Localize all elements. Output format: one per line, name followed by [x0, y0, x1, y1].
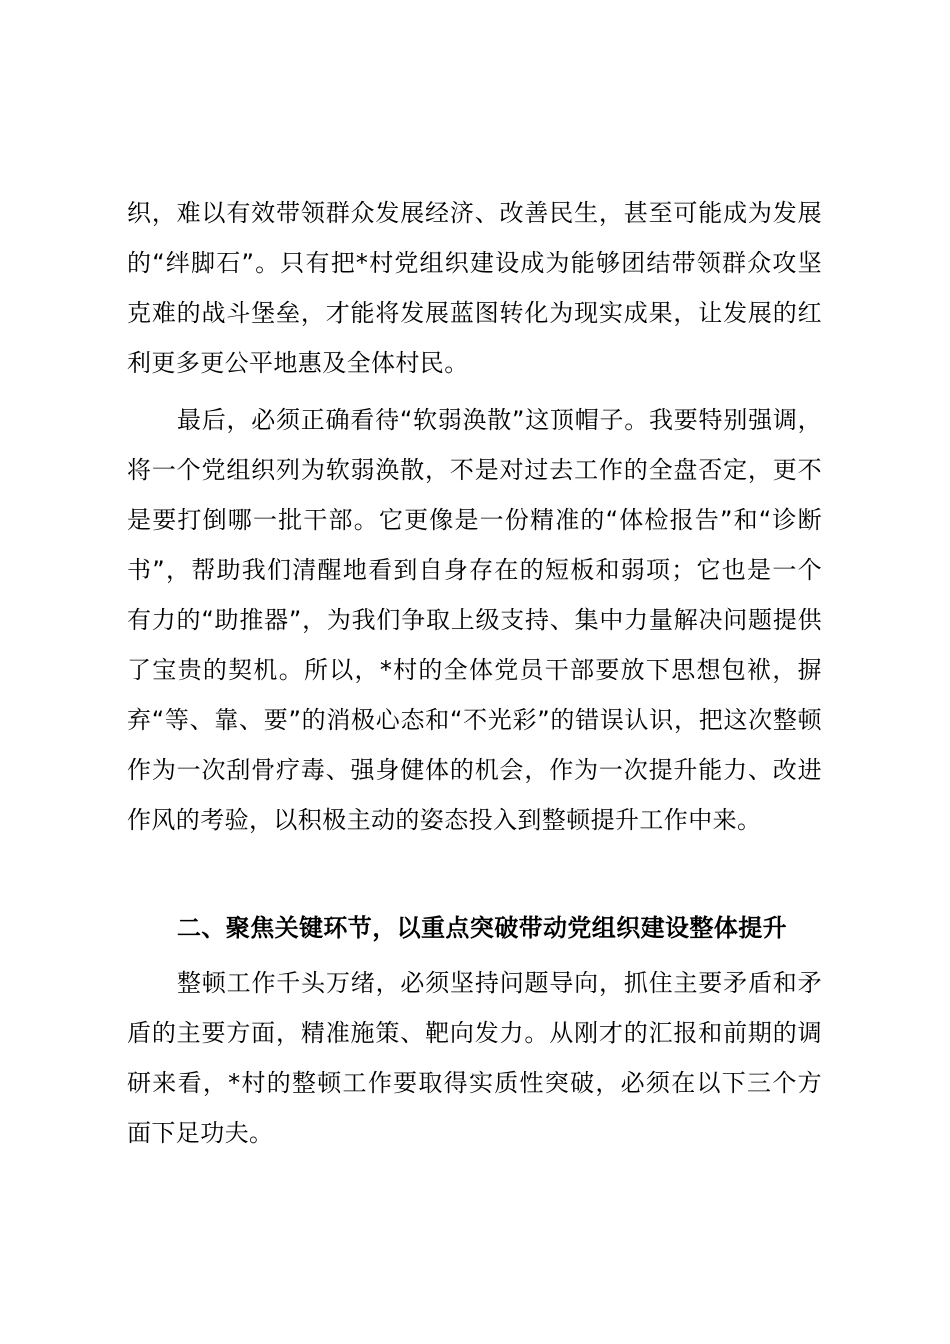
- paragraph-continuation: 织，难以有效带领群众发展经济、改善民生，甚至可能成为发展的“绊脚石”。只有把*村党组织建设成为能够团结带领群众攻坚克难的战斗堡垒，才能将发展蓝图转化为现实成果，让发展的红利更多更公平地惠及全体村民。: [127, 199, 822, 377]
- paragraph-final-point: 最后，必须正确看待“软弱涣散”这顶帽子。我要特别强调，将一个党组织列为软弱涣散，不是对过去工作的全盘否定，更不是要打倒哪一批干部。它更像是一份精准的“体检报告”和“诊断书”，帮助我们清醒地看到自身存在的短板和弱项；它也是一个有力的“助推器”，为我们争取上级支持、集中力量解决问题提供了宝贵的契机。所以，*村的全体党员干部要放下思想包袱，摒弃“等、靠、要”的消极心态和“不光彩”的错误认识，把这次整顿作为一次刮骨疗毒、强身健体的机会，作为一次提升能力、改进作风的考验，以积极主动的姿态投入到整顿提升工作中来。: [127, 406, 822, 834]
- section-paragraph: 整顿工作千头万绪，必须坚持问题导向，抓住主要矛盾和矛盾的主要方面，精准施策、靶向发力。从刚才的汇报和前期的调研来看，*村的整顿工作要取得实质性突破，必须在以下三个方面下足功夫。: [127, 969, 822, 1147]
- section-heading: 二、聚焦关键环节，以重点突破带动党组织建设整体提升: [177, 914, 787, 942]
